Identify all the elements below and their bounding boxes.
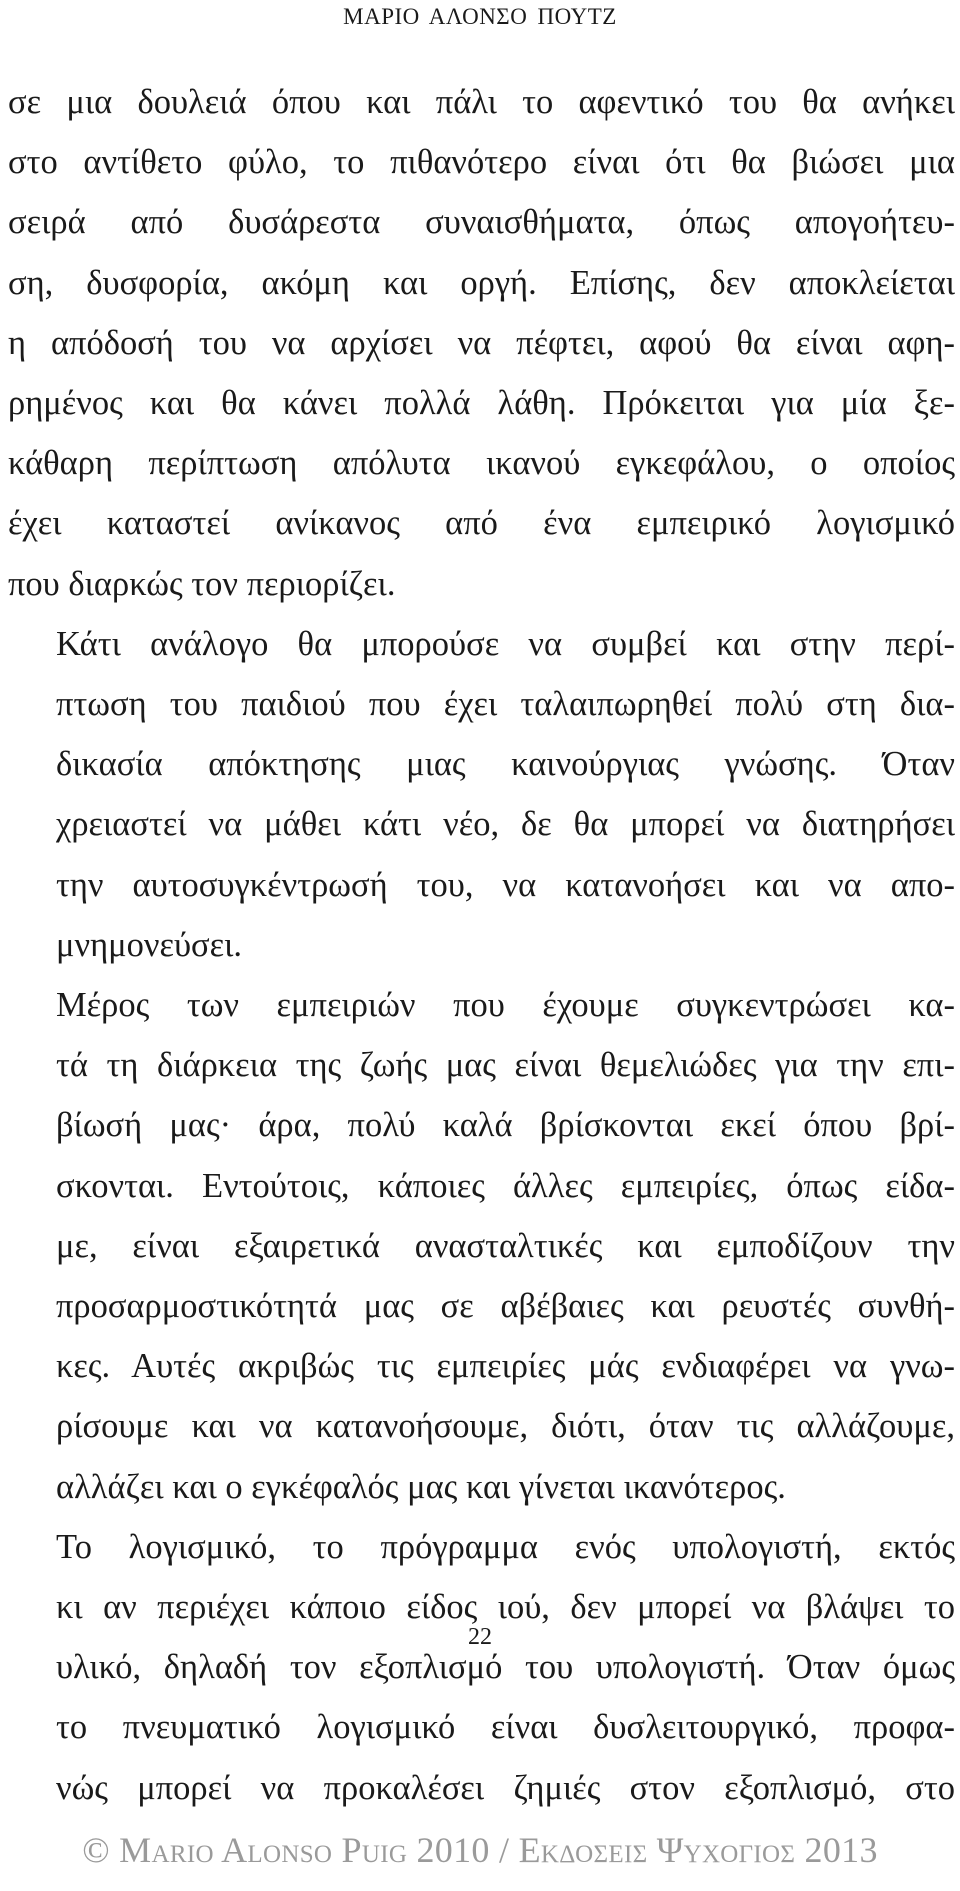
text-line: κες. Αυτές ακριβώς τις εμπειρίες μάς ενδιαφέρει να γνω- [56, 1347, 955, 1386]
text-line: τά τη διάρκεια της ζωής μας είναι θεμελιώδες για την επι- [56, 1046, 955, 1085]
paragraph [8, 614, 955, 975]
text-line: προσαρμοστικότητά μας σε αβέβαιες και ρευστές συνθή- [56, 1287, 955, 1326]
text-line: ση, δυσφορία, ακόμη και οργή. Επίσης, δεν αποκλείεται [8, 263, 955, 302]
text-line: νώς μπορεί να προκαλέσει ζημιές στον εξοπλισμό, στο [56, 1768, 955, 1807]
text-line: σειρά από δυσάρεστα συναισθήματα, όπως απογοήτευ- [8, 203, 955, 242]
text-line: μνημονεύσει. [56, 925, 243, 964]
page-body-text [8, 72, 955, 1818]
text-line: ρίσουμε και να κατανοήσουμε, διότι, όταν τις αλλάζουμε, [56, 1407, 955, 1446]
paragraph [8, 72, 955, 614]
text-line: Μέρος των εμπειριών που έχουμε συγκεντρώσει κα- [56, 986, 955, 1025]
text-line: σκονται. Εντούτοις, κάποιες άλλες εμπειρίες, όπως είδα- [56, 1166, 955, 1205]
text-line: δικασία απόκτησης μιας καινούργιας γνώσης. Όταν [56, 745, 955, 784]
running-head: ΜΑΡΙΟ ΑΛΟΝΣΟ ΠΟΥΤΖ [343, 4, 617, 29]
paragraph [8, 1517, 955, 1818]
text-line: Το λογισμικό, το πρόγραμμα ενός υπολογιστή, εκτός [56, 1527, 955, 1566]
page-number: 22 [468, 1624, 492, 1650]
paragraph [8, 975, 955, 1517]
text-line: το πνευματικό λογισμικό είναι δυσλειτουργικό, προφα- [56, 1708, 955, 1747]
text-line: βίωσή μας· άρα, πολύ καλά βρίσκονται εκεί όπου βρί- [56, 1106, 955, 1145]
text-line: Κάτι ανάλογο θα μπορούσε να συμβεί και στην περί- [56, 624, 955, 663]
text-line: που διαρκώς τον περιορίζει. [8, 564, 396, 603]
text-line: με, είναι εξαιρετικά ανασταλτικές και εμποδίζουν την [56, 1226, 955, 1265]
text-line: κάθαρη περίπτωση απόλυτα ικανού εγκεφάλου, ο οποίος [8, 444, 955, 483]
text-line: έχει καταστεί ανίκανος από ένα εμπειρικό λογισμικό [8, 504, 955, 543]
text-line: κι αν περιέχει κάποιο είδος ιού, δεν μπορεί να βλάψει το [56, 1588, 955, 1627]
text-line: ρημένος και θα κάνει πολλά λάθη. Πρόκειται για μία ξε- [8, 384, 955, 423]
text-line: υλικό, δηλαδή τον εξοπλισμό του υπολογιστή. Όταν όμως [56, 1648, 955, 1687]
text-line: την αυτοσυγκέντρωσή του, να κατανοήσει και να απο- [56, 865, 955, 904]
copyright-notice: © Mario Alonso Puig 2010 / Εκδοσεισ Ψυχογιοσ 2013 [82, 1830, 878, 1870]
text-line: στο αντίθετο φύλο, το πιθανότερο είναι ότι θα βιώσει μια [8, 143, 955, 182]
text-line: πτωση του παιδιού που έχει ταλαιπωρηθεί πολύ στη δια- [56, 685, 955, 724]
text-line: αλλάζει και ο εγκέφαλός μας και γίνεται ικανότερος. [56, 1467, 786, 1506]
text-line: χρειαστεί να μάθει κάτι νέο, δε θα μπορεί να διατηρήσει [56, 805, 955, 844]
text-line: σε μια δουλειά όπου και πάλι το αφεντικό του θα ανήκει [8, 83, 955, 121]
text-line: η απόδοσή του να αρχίσει να πέφτει, αφού θα είναι αφη- [8, 323, 955, 362]
